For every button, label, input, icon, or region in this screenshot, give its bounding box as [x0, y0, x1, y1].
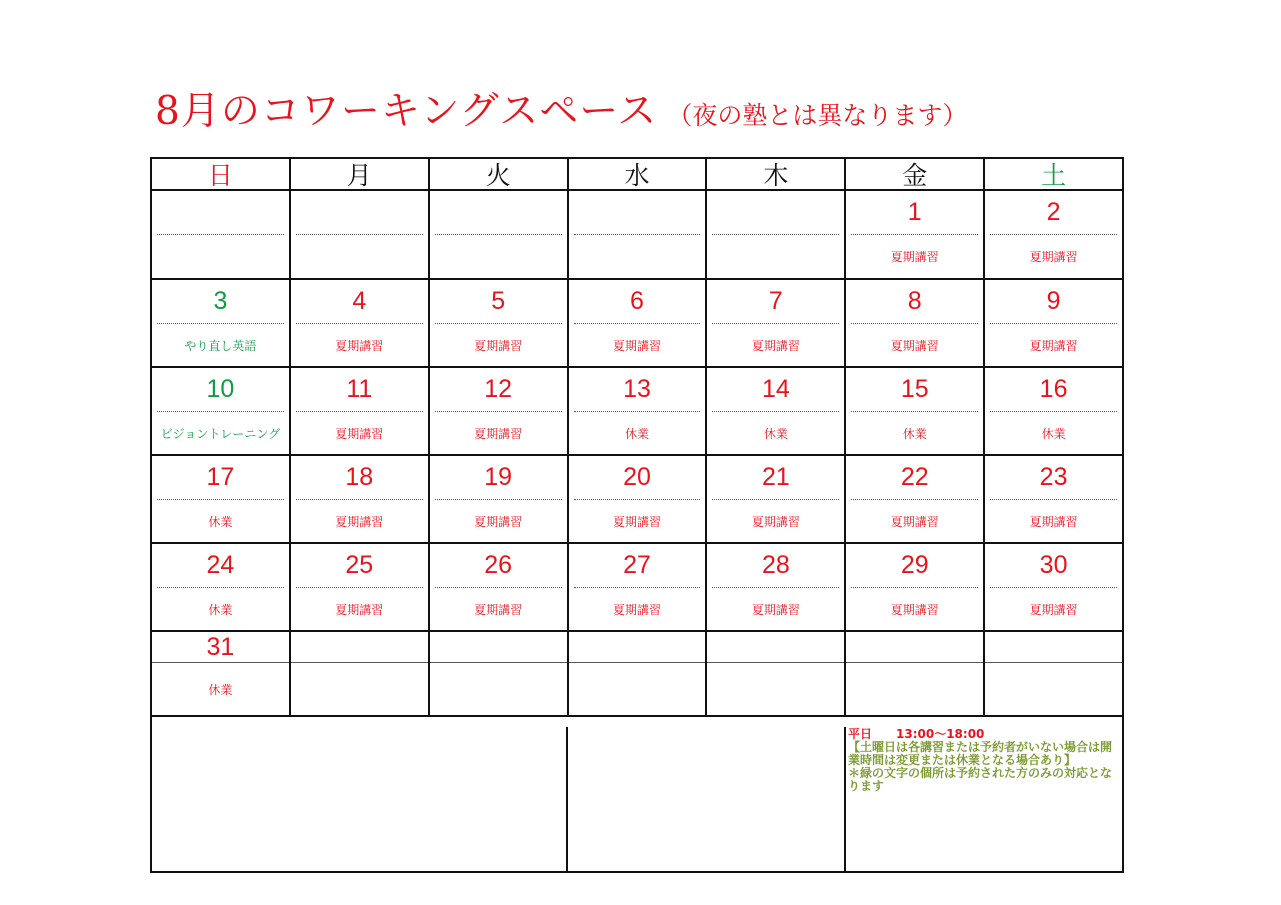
- empty-day-cell: [430, 191, 569, 278]
- day-event: 夏期講習: [335, 426, 384, 441]
- day-number: [430, 632, 567, 662]
- day-number: 14: [761, 374, 790, 403]
- day-event: 夏期講習: [474, 602, 523, 617]
- day-cell-10: [152, 368, 291, 454]
- empty-day-cell: [707, 632, 846, 715]
- day-number: [430, 191, 567, 233]
- day-number: 23: [1039, 462, 1068, 491]
- day-event: 夏期講習: [890, 514, 939, 529]
- weekday-header-sun: 日: [152, 159, 291, 189]
- day-event: 休業: [763, 426, 788, 441]
- day-cell-24: [152, 544, 291, 630]
- day-event: 休業: [902, 426, 927, 441]
- notes-blank-cell-left: [152, 727, 568, 871]
- hours-note: [848, 728, 1118, 793]
- day-number: 26: [484, 550, 513, 579]
- weekend-note: 【土曜日は各講習または予約者がいない場合は開業時間は変更または休業となる場合あり】: [848, 740, 1113, 767]
- page-title: [155, 80, 967, 136]
- day-event: [430, 663, 567, 715]
- day-cell-7: [707, 280, 846, 366]
- day-number: [569, 632, 706, 662]
- day-event: 休業: [1041, 426, 1066, 441]
- day-number: 15: [900, 374, 929, 403]
- day-cell-23: [985, 456, 1122, 542]
- day-number: 20: [623, 462, 651, 491]
- day-event: 夏期講習: [335, 338, 384, 353]
- day-number: 31: [206, 632, 235, 661]
- day-number: 5: [491, 286, 506, 315]
- empty-day-cell: [846, 632, 985, 715]
- day-cell-30: [985, 544, 1122, 630]
- weekday-header-tue: 火: [430, 159, 569, 189]
- day-cell-28: [707, 544, 846, 630]
- week-row: [152, 280, 1122, 368]
- day-event: 夏期講習: [890, 338, 939, 353]
- day-number: 17: [206, 462, 235, 491]
- empty-day-cell: [291, 191, 430, 278]
- day-number: 29: [900, 550, 929, 579]
- day-event: [291, 235, 428, 278]
- day-event: 夏期講習: [1029, 514, 1078, 529]
- day-number: 13: [623, 374, 651, 403]
- day-cell-16: [985, 368, 1122, 454]
- day-cell-9: [985, 280, 1122, 366]
- day-number: 1: [907, 197, 922, 226]
- day-event: 夏期講習: [335, 514, 384, 529]
- day-number: 6: [630, 286, 644, 315]
- day-event: [569, 235, 706, 278]
- day-cell-1: [846, 191, 985, 278]
- weekday-header-mon: 月: [291, 159, 430, 189]
- day-number: 21: [761, 462, 790, 491]
- day-cell-11: [291, 368, 430, 454]
- day-event: やり直し英語: [184, 338, 257, 353]
- day-event: 夏期講習: [890, 250, 939, 264]
- title-subtitle: （夜の塾とは異なります）: [667, 101, 968, 130]
- day-number: 30: [1039, 550, 1068, 579]
- day-cell-3: [152, 280, 291, 366]
- weekday-header-sat: 土: [1041, 161, 1067, 190]
- day-event: 休業: [208, 602, 233, 617]
- day-cell-21: [707, 456, 846, 542]
- day-cell-2: [985, 191, 1122, 278]
- day-event: [846, 663, 983, 715]
- day-event: 休業: [208, 682, 233, 697]
- day-cell-4: [291, 280, 430, 366]
- day-cell-17: [152, 456, 291, 542]
- day-event: 夏期講習: [890, 602, 939, 617]
- day-number: [569, 191, 706, 233]
- day-number: 11: [346, 374, 373, 403]
- day-event: 夏期講習: [751, 514, 800, 529]
- day-cell-19: [430, 456, 569, 542]
- weekday-hours: 平日 13:00～18:00: [848, 727, 985, 741]
- day-number: 25: [345, 550, 374, 579]
- empty-day-cell: [707, 191, 846, 278]
- day-number: [985, 632, 1122, 662]
- day-cell-8: [846, 280, 985, 366]
- calendar-table: [150, 157, 1124, 873]
- day-cell-13: [569, 368, 708, 454]
- day-number: 7: [768, 286, 783, 315]
- notes-cell: [846, 727, 1122, 871]
- day-cell-12: [430, 368, 569, 454]
- day-number: 22: [900, 462, 929, 491]
- day-event: 夏期講習: [1029, 602, 1078, 617]
- weekday-header-thu: 木: [707, 159, 846, 189]
- week-row: [152, 456, 1122, 544]
- day-event: [569, 663, 706, 715]
- day-cell-5: [430, 280, 569, 366]
- day-event: [985, 663, 1122, 715]
- day-event: 夏期講習: [751, 602, 800, 617]
- empty-day-cell: [430, 632, 569, 715]
- week-row: [152, 368, 1122, 456]
- empty-day-cell: [569, 632, 708, 715]
- day-event: [152, 235, 289, 278]
- day-number: [291, 632, 428, 662]
- day-cell-25: [291, 544, 430, 630]
- day-cell-18: [291, 456, 430, 542]
- day-event: 夏期講習: [613, 602, 662, 617]
- bottom-notes-row: [152, 727, 1122, 871]
- day-cell-15: [846, 368, 985, 454]
- day-event: 夏期講習: [1029, 338, 1078, 353]
- day-event: 夏期講習: [613, 514, 662, 529]
- green-text-note: ＊緑の文字の個所は予約された方のみの対応となります: [848, 766, 1113, 793]
- day-number: 16: [1039, 374, 1068, 403]
- day-cell-27: [569, 544, 708, 630]
- notes-blank-cell-middle: [568, 727, 846, 871]
- day-event: 夏期講習: [474, 338, 523, 353]
- empty-day-cell: [569, 191, 708, 278]
- day-number: 28: [761, 550, 790, 579]
- day-event: 夏期講習: [751, 338, 800, 353]
- weekday-header-row: [152, 159, 1122, 191]
- day-number: [291, 191, 428, 233]
- day-event: [707, 663, 844, 715]
- day-number: 12: [484, 374, 513, 403]
- day-event: 夏期講習: [613, 338, 662, 353]
- day-number: 27: [623, 550, 651, 579]
- day-event: 休業: [625, 426, 650, 441]
- empty-day-cell: [985, 632, 1122, 715]
- day-number: 24: [206, 550, 235, 579]
- day-cell-6: [569, 280, 708, 366]
- day-cell-22: [846, 456, 985, 542]
- day-event: 休業: [208, 514, 233, 529]
- day-event: 夏期講習: [1029, 250, 1078, 264]
- day-number: 18: [345, 462, 374, 491]
- day-event: [291, 663, 428, 715]
- day-number: 2: [1046, 197, 1061, 226]
- day-cell-26: [430, 544, 569, 630]
- empty-day-cell: [291, 632, 430, 715]
- empty-day-cell: [152, 191, 291, 278]
- week-row: [152, 544, 1122, 632]
- week-row: [152, 632, 1122, 717]
- day-cell-14: [707, 368, 846, 454]
- day-cell-31: [152, 632, 291, 715]
- day-number: 4: [352, 286, 367, 315]
- week-row: [152, 191, 1122, 280]
- day-event: [430, 235, 567, 278]
- day-event: ビジョントレーニング: [160, 426, 281, 441]
- weekday-header-fri: 金: [846, 159, 985, 189]
- title-main: 8月のコワーキングスペース: [155, 89, 658, 134]
- day-number: 8: [907, 286, 922, 315]
- day-number: 10: [206, 374, 235, 403]
- day-number: 19: [484, 462, 513, 491]
- day-cell-29: [846, 544, 985, 630]
- day-event: 夏期講習: [335, 602, 384, 617]
- day-event: 夏期講習: [474, 514, 523, 529]
- day-number: 9: [1046, 286, 1061, 315]
- day-number: [152, 191, 289, 233]
- day-event: 夏期講習: [474, 426, 523, 441]
- day-number: 3: [213, 286, 228, 315]
- weekday-header-wed: 水: [569, 159, 708, 189]
- day-event: [707, 235, 844, 278]
- day-number: [707, 191, 844, 233]
- day-cell-20: [569, 456, 708, 542]
- day-number: [707, 632, 844, 662]
- day-number: [846, 632, 983, 662]
